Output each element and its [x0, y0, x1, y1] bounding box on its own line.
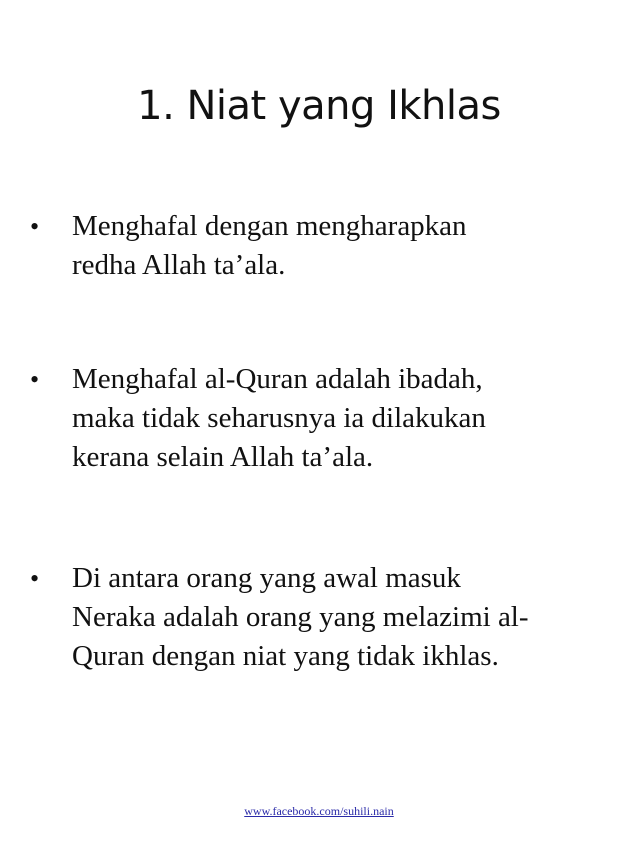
- bullet-item: [30, 360, 615, 477]
- bullet-line: kerana selain Allah ta’ala.: [72, 441, 374, 473]
- bullet-text: [72, 207, 615, 285]
- bullet-item: [30, 207, 615, 285]
- bullet-line: Quran dengan niat yang tidak ikhlas.: [72, 640, 499, 672]
- footer-link[interactable]: www.facebook.com/suhili.nain: [244, 804, 394, 818]
- bullet-line: Menghafal dengan mengharapkan: [72, 210, 467, 242]
- bullet-item: [30, 559, 615, 676]
- bullet-dot-icon: •: [30, 564, 40, 593]
- bullet-text: [72, 360, 615, 477]
- bullet-line: Menghafal al-Quran adalah ibadah,: [72, 363, 483, 395]
- bullet-line: Neraka adalah orang yang melazimi al-: [72, 601, 529, 633]
- slide-title: 1. Niat yang Ikhlas: [137, 83, 501, 129]
- bullet-text: [72, 559, 615, 676]
- bullet-line: Di antara orang yang awal masuk: [72, 562, 461, 594]
- bullet-line: maka tidak seharusnya ia dilakukan: [72, 402, 486, 434]
- bullet-dot-icon: •: [30, 212, 40, 241]
- bullet-dot-icon: •: [30, 365, 40, 394]
- bullet-line: redha Allah ta’ala.: [72, 249, 286, 281]
